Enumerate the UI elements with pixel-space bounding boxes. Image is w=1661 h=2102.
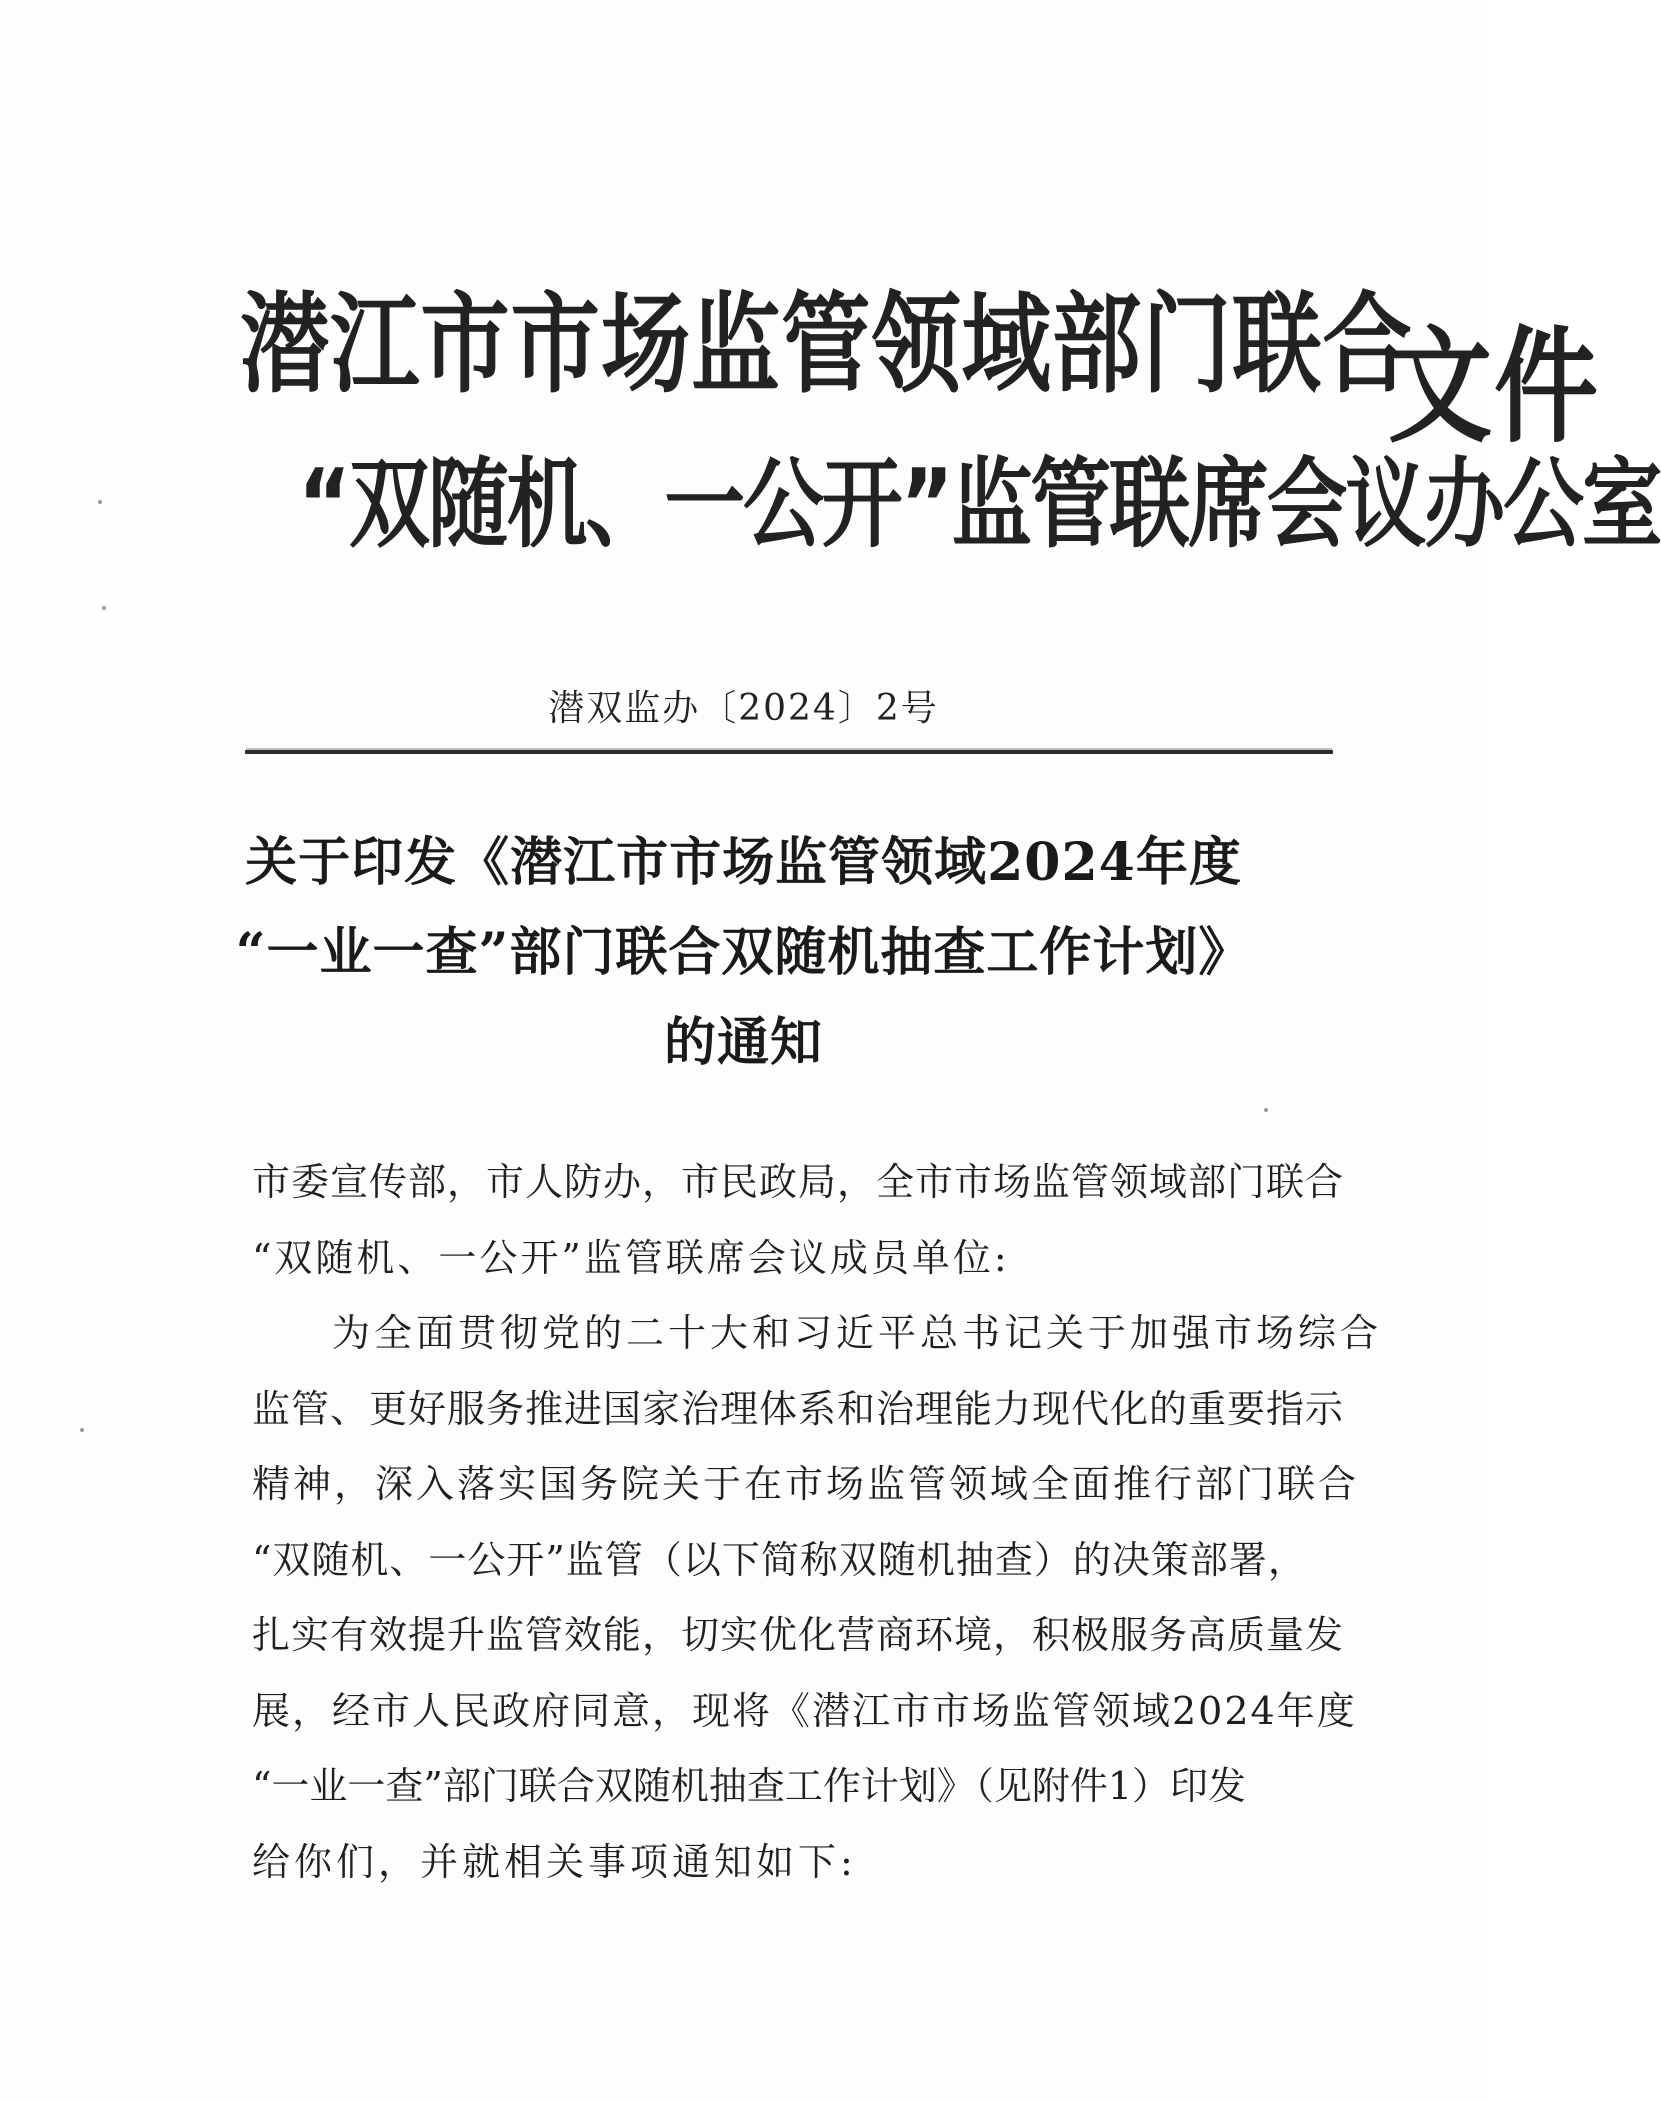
scan-speck <box>80 1428 84 1432</box>
paragraph-line: “一业一查”部门联合双随机抽查工作计划》（见附件1）印发 <box>252 1764 1247 1808</box>
paragraph-line: 给你们，并就相关事项通知如下: <box>252 1839 857 1884</box>
separator-rule <box>245 750 1333 754</box>
paragraph-line: “双随机、一公开”监管（以下简称双随机抽查）的决策部署， <box>252 1537 1307 1582</box>
document-number: 潜双监办〔2024〕2号 <box>548 688 939 729</box>
paragraph-line: 精神，深入落实国务院关于在市场监管领域全面推行部门联合 <box>252 1462 1360 1506</box>
paragraph-line: 扎实有效提升监管效能，切实优化营商环境，积极服务高质量发 <box>252 1613 1345 1657</box>
letterhead-line-2: “双随机、一公开”监管联席会议办公室 <box>298 447 1661 562</box>
scan-speck <box>1264 1108 1268 1112</box>
title-line-1: 关于印发《潜江市市场监管领域2024年度 <box>245 832 1242 893</box>
addressee-line-2: “双随机、一公开”监管联席会议成员单位: <box>252 1235 1010 1280</box>
addressee-line-1: 市委宣传部，市人防办，市民政局，全市市场监管领域部门联合 <box>252 1160 1345 1204</box>
letterhead <box>240 258 1661 588</box>
paragraph-line: 展，经市人民政府同意，现将《潜江市市场监管领域2024年度 <box>252 1688 1357 1733</box>
document-title <box>0 818 1487 1088</box>
paragraph-line: 为全面贯彻党的二十大和习近平总书记关于加强市场综合 <box>332 1311 1383 1355</box>
title-line-3: 的通知 <box>663 1012 823 1073</box>
paragraph-line: 监管、更好服务推进国家治理体系和治理能力现代化的重要指示 <box>252 1386 1345 1431</box>
letterhead-suffix: 文件 <box>1388 313 1601 460</box>
scan-speck <box>98 500 102 504</box>
title-line-2: “一业一查”部门联合双随机抽查工作计划》 <box>235 922 1252 983</box>
letterhead-line-1: 潜江市市场监管领域部门联合 <box>240 281 1413 408</box>
scan-speck <box>102 606 106 610</box>
document-body <box>252 1145 1383 1900</box>
